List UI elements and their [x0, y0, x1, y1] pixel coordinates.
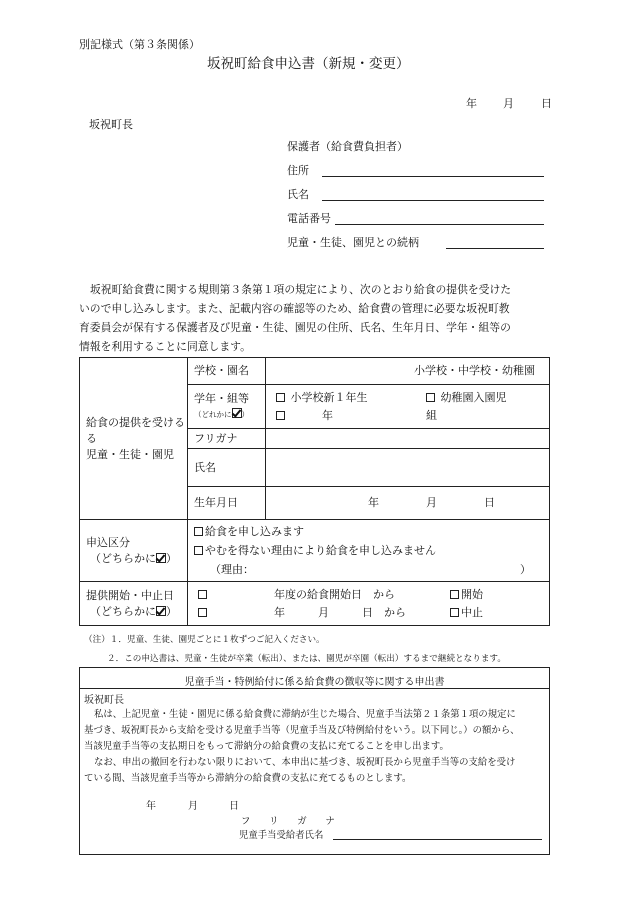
checkbox-icon[interactable]	[276, 411, 285, 420]
grade-class-option[interactable]	[276, 408, 287, 424]
consent-title-rule	[80, 688, 549, 689]
phone-label: 電話番号	[287, 212, 331, 225]
start-line2-month: 月	[318, 605, 329, 619]
checkbox-icon[interactable]	[194, 527, 203, 536]
application-table	[79, 357, 550, 626]
birth-cell[interactable]	[266, 487, 550, 520]
checkbox-icon[interactable]	[276, 393, 285, 402]
consent-addressee: 坂祝町長	[84, 695, 124, 706]
start-option[interactable]	[198, 587, 209, 603]
recipient-label-line: 児童・生徒・園児	[86, 447, 174, 461]
birth-label: 生年月日	[188, 487, 266, 520]
grade-class: 組	[426, 408, 437, 422]
grade-cell[interactable]	[266, 385, 550, 429]
check-box-icon	[156, 606, 166, 616]
checkbox-icon[interactable]	[426, 393, 435, 402]
consent-line: ている間、当該児童手当等から滞納分の給食費の支払に充てるものとします。	[84, 773, 412, 784]
checkbox-icon[interactable]	[450, 608, 459, 617]
birth-day: 日	[484, 496, 495, 509]
grade-label	[188, 385, 266, 429]
birth-month: 月	[426, 496, 437, 509]
consent-line: 当該児童手当等の支払期日をもって滞納分の給食費の支払に充てることを申し出ます。	[84, 741, 449, 752]
consent-date-month: 月	[188, 801, 198, 812]
intro-line: 坂祝町給食費に関する規則第３条第１項の規定により、次のとおり給食の提供を受けた	[90, 283, 512, 296]
addressee: 坂祝町長	[89, 118, 133, 131]
apply-label-text: 申込区分	[86, 535, 130, 549]
checkbox-icon[interactable]	[198, 608, 207, 617]
apply-cell[interactable]	[188, 520, 550, 582]
consent-box	[79, 667, 550, 855]
consent-furigana-label: フ リ ガ ナ	[241, 816, 335, 827]
consent-line: なお、申出の撤回を行わない限りにおいて、本申出に基づき、坂祝町長から児童手当等の支給を受け	[94, 757, 516, 768]
phone-field[interactable]	[335, 224, 544, 225]
relation-field[interactable]	[446, 248, 544, 249]
consent-date-year: 年	[146, 801, 156, 812]
grade-year: 年	[322, 408, 333, 422]
recipient-name-field[interactable]	[333, 839, 542, 840]
consent-line: 基づき、坂祝町長から支給を受ける児童手当等（児童手当及び特例給付をいう。以下同じ。）の額から、	[84, 725, 520, 736]
school-options: 小学校・中学校・幼稚園	[414, 364, 535, 377]
start-line1: 年度の給食開始日 から	[274, 587, 395, 601]
apply-note: （どちらかに ）	[90, 551, 177, 565]
consent-title: 児童手当・特例給付に係る給食費の徴収等に関する申出書	[184, 677, 445, 688]
reason-label: （理由：	[210, 563, 254, 576]
child-name-field[interactable]	[266, 449, 550, 487]
recipient-label-line: 給食の提供を受ける	[86, 415, 185, 429]
intro-line: 育委員会が保有する保護者及び児童・生徒、園児の住所、氏名、生年月日、学年・組等の	[79, 321, 511, 334]
apply-label	[80, 520, 188, 582]
grade-note: （どれかに ）	[194, 409, 249, 419]
note-2: ２．この申込書は、児童・生徒が卒業（転出）、または、園児が卒園（転出）するまで継続となります。	[107, 654, 506, 664]
name-field[interactable]	[322, 200, 544, 201]
check-box-icon	[232, 408, 242, 418]
start-label-text: 提供開始・中止日	[86, 588, 174, 602]
checkbox-icon[interactable]	[450, 590, 459, 599]
form-label: 別記様式（第３条関係）	[79, 38, 200, 51]
start-line2-year: 年	[274, 605, 285, 619]
address-label: 住所	[287, 164, 309, 177]
start-line2-day: 日 から	[362, 605, 406, 619]
relation-label: 児童・生徒、園児との続柄	[287, 236, 419, 249]
checkbox-icon[interactable]	[198, 590, 207, 599]
address-field[interactable]	[322, 176, 544, 177]
child-name-label: 氏名	[188, 449, 266, 487]
date-year: 年	[466, 97, 477, 110]
check-box-icon	[156, 553, 166, 563]
start-label	[80, 582, 188, 626]
furigana-field[interactable]	[266, 429, 550, 449]
name-label: 氏名	[287, 188, 309, 201]
consent-body	[84, 707, 546, 787]
start-note: （どちらかに ）	[90, 604, 177, 618]
recipient-name-label: 児童手当受給者氏名	[239, 830, 324, 841]
date-day: 日	[541, 97, 552, 110]
date-month: 月	[503, 97, 514, 110]
stop-option[interactable]	[198, 605, 209, 621]
intro-line: いので申し込みします。また、記載内容の確認等のため、給食費の管理に必要な坂祝町教	[79, 302, 510, 315]
page-title: 坂祝町給食申込書（新規・変更）	[207, 56, 410, 72]
consent-date-day: 日	[229, 801, 239, 812]
intro-paragraph	[79, 280, 550, 356]
start-cell[interactable]	[188, 582, 550, 626]
furigana-label: フリガナ	[188, 429, 266, 449]
recipient-label	[80, 358, 188, 520]
checkbox-icon[interactable]	[194, 546, 203, 555]
start-stop[interactable]: 中止	[450, 605, 483, 621]
reason-close: ）	[520, 563, 531, 576]
recipient-label-wrap: る	[86, 431, 97, 445]
intro-line: 情報を利用することに同意します。	[79, 340, 251, 353]
birth-year: 年	[368, 496, 379, 509]
start-begin[interactable]: 開始	[450, 587, 483, 603]
note-1: （注）１．児童、生徒、園児ごとに１枚ずつご記入ください。	[84, 635, 325, 645]
apply-opt1[interactable]: 給食を申し込みます	[194, 522, 543, 541]
applicant-heading: 保護者（給食費負担者）	[287, 140, 408, 153]
grade-opt2[interactable]: 幼稚園入園児	[426, 390, 507, 406]
grade-label-text: 学年・組等	[194, 391, 249, 405]
school-cell[interactable]	[266, 358, 550, 385]
grade-opt1[interactable]: 小学校新１年生	[276, 390, 368, 406]
consent-line: 私は、上記児童・生徒・園児に係る給食費に滞納が生じた場合、児童手当法第２１条第１項の規定に	[94, 709, 516, 720]
apply-opt2[interactable]: やむを得ない理由により給食を申し込みません	[194, 541, 543, 560]
school-label: 学校・園名	[188, 358, 266, 385]
